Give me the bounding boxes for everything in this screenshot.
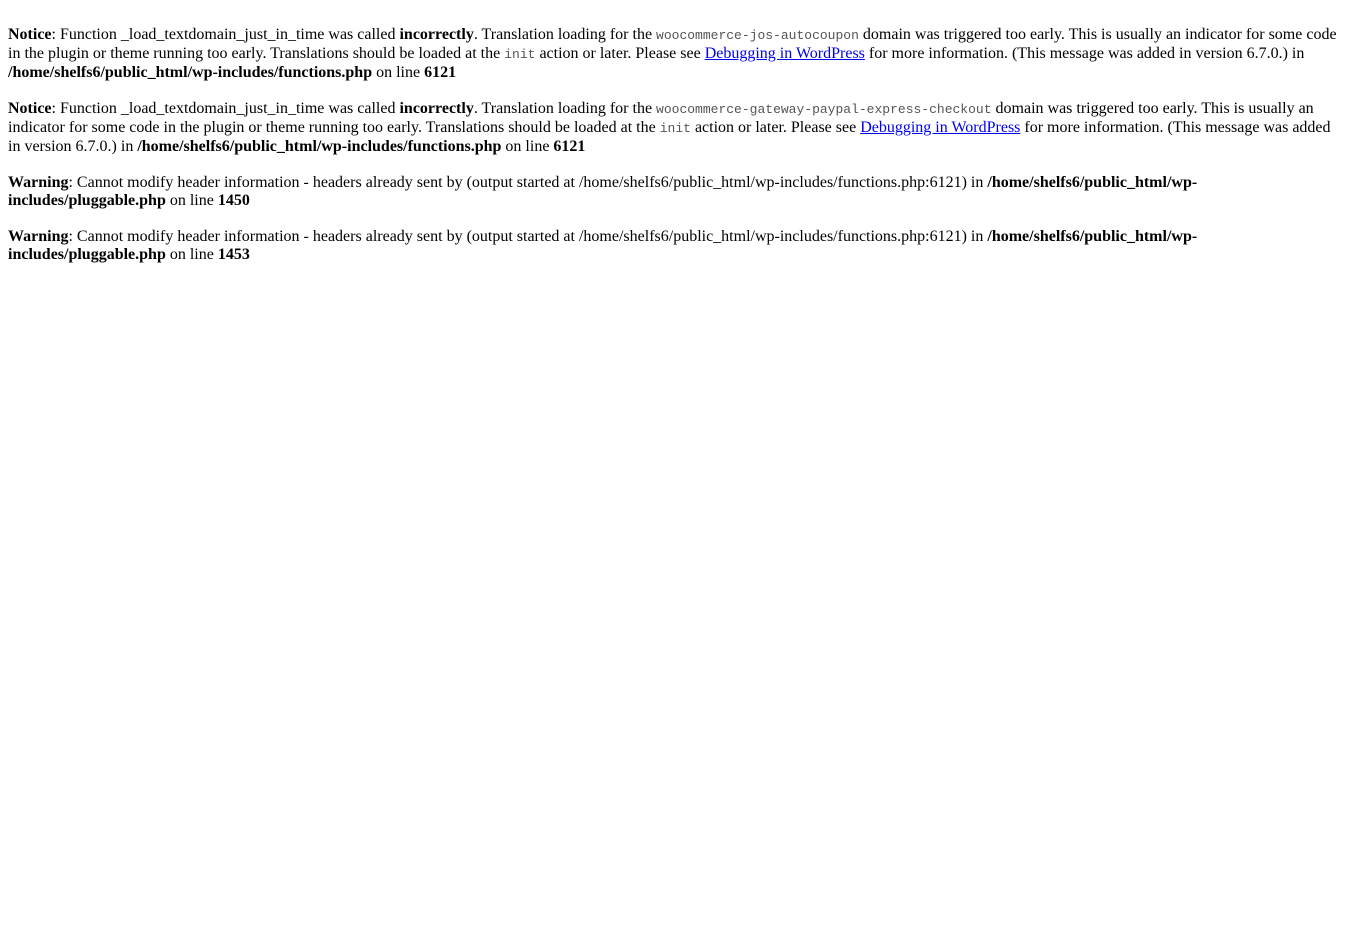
notice-message [8,26,1342,82]
line-number: 1450 [217,192,250,209]
file-path: /home/shelfs6/public_html/wp-includes/pluggable.php [8,174,1198,209]
file-path: /home/shelfs6/public_html/wp-includes/functions.php [137,138,502,155]
message-text: on line [165,192,218,209]
message-text: : Cannot modify header information - headers already sent by (output started at /home/shelfs6/public_html/wp-includes/functions.php:6121) in [68,174,988,191]
line-number: 6121 [424,64,457,81]
message-text: : Function _load_textdomain_just_in_time was called [51,26,400,43]
message-emphasis: incorrectly [399,26,474,43]
message-text: on line [165,246,218,263]
action-code: init [504,47,536,62]
message-text: . Translation loading for the [473,100,657,117]
message-text: on line [501,138,554,155]
message-text: on line [372,64,425,81]
textdomain-code: woocommerce-jos-autocoupon [656,28,859,43]
warning-message [8,174,1342,210]
notice-message [8,100,1342,156]
message-text: domain was triggered too early. This is usually an indicator for some code in the plugin or theme running too early. Translations should be loaded at the [8,100,1314,136]
message-level: Notice [8,100,52,117]
message-text: : Cannot modify header information - headers already sent by (output started at /home/shelfs6/public_html/wp-includes/functions.php:6121) in [68,228,988,245]
message-emphasis: incorrectly [399,100,474,117]
message-text: action or later. Please see [690,119,861,136]
message-text: for more information. (This message was added in version 6.7.0.) in [8,119,1331,155]
debugging-in-wordpress-link[interactable]: Debugging in WordPress [860,119,1021,136]
message-text: domain was triggered too early. This is usually an indicator for some code in the plugin or theme running too early. Translations should be loaded at the [8,26,1337,62]
debugging-in-wordpress-link[interactable]: Debugging in WordPress [704,45,865,62]
message-text: for more information. (This message was added in version 6.7.0.) in [864,45,1305,62]
message-level: Notice [8,26,52,43]
line-number: 1453 [217,246,250,263]
line-number: 6121 [553,138,586,155]
file-path: /home/shelfs6/public_html/wp-includes/functions.php [8,64,373,81]
warning-message [8,228,1342,264]
action-code: init [659,121,691,136]
php-error-output [8,26,1342,282]
message-text: . Translation loading for the [473,26,657,43]
message-text: : Function _load_textdomain_just_in_time was called [51,100,400,117]
textdomain-code: woocommerce-gateway-paypal-express-checkout [656,102,992,117]
file-path: /home/shelfs6/public_html/wp-includes/pluggable.php [8,228,1198,263]
message-level: Warning [8,174,69,191]
message-level: Warning [8,228,69,245]
message-text: action or later. Please see [535,45,705,62]
